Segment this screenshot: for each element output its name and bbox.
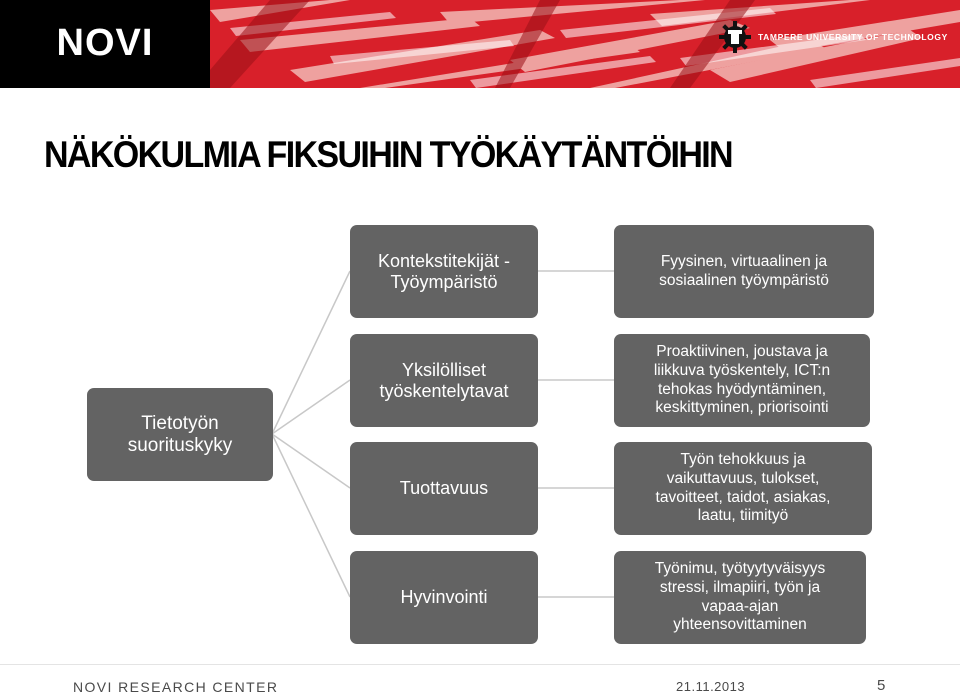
university-name: TAMPERE UNIVERSITY OF TECHNOLOGY — [758, 32, 948, 42]
branch-node-work-habits: Yksilölliset työskentelytavat — [350, 334, 538, 427]
footer-divider — [0, 664, 960, 665]
footer-date: 21.11.2013 — [676, 679, 746, 694]
connector-root-branch-4 — [272, 434, 350, 597]
branch-node-context: Kontekstitekijät - Työympäristö — [350, 225, 538, 318]
detail-node-productivity: Työn tehokkuus ja vaikuttavuus, tulokset, tavoitteet, taidot, asiakas, laatu, tiimityö — [614, 442, 872, 535]
detail-node-context: Fyysinen, virtuaalinen ja sosiaalinen työympäristö — [614, 225, 874, 318]
detail-node-wellbeing: Työnimu, työtyytyväisyys stressi, ilmapiiri, työn ja vapaa-ajan yhteensovittaminen — [614, 551, 866, 644]
connector-root-branch-3 — [272, 434, 350, 488]
detail-node-work-habits: Proaktiivinen, joustava ja liikkuva työskentely, ICT:n tehokas hyödyntäminen, keskittyminen, priorisointi — [614, 334, 870, 427]
connector-root-branch-1 — [272, 271, 350, 434]
page-number: 5 — [877, 677, 886, 694]
footer-organization: NOVI RESEARCH CENTER — [73, 679, 279, 695]
slide-title: NÄKÖKULMIA FIKSUIHIN TYÖKÄYTÄNTÖIHIN — [44, 134, 732, 175]
novi-logo-text: NOVI — [56, 21, 154, 64]
branch-node-wellbeing: Hyvinvointi — [350, 551, 538, 644]
root-node: Tietotyön suorituskyky — [87, 388, 273, 481]
connector-root-branch-2 — [272, 380, 350, 434]
branch-node-productivity: Tuottavuus — [350, 442, 538, 535]
